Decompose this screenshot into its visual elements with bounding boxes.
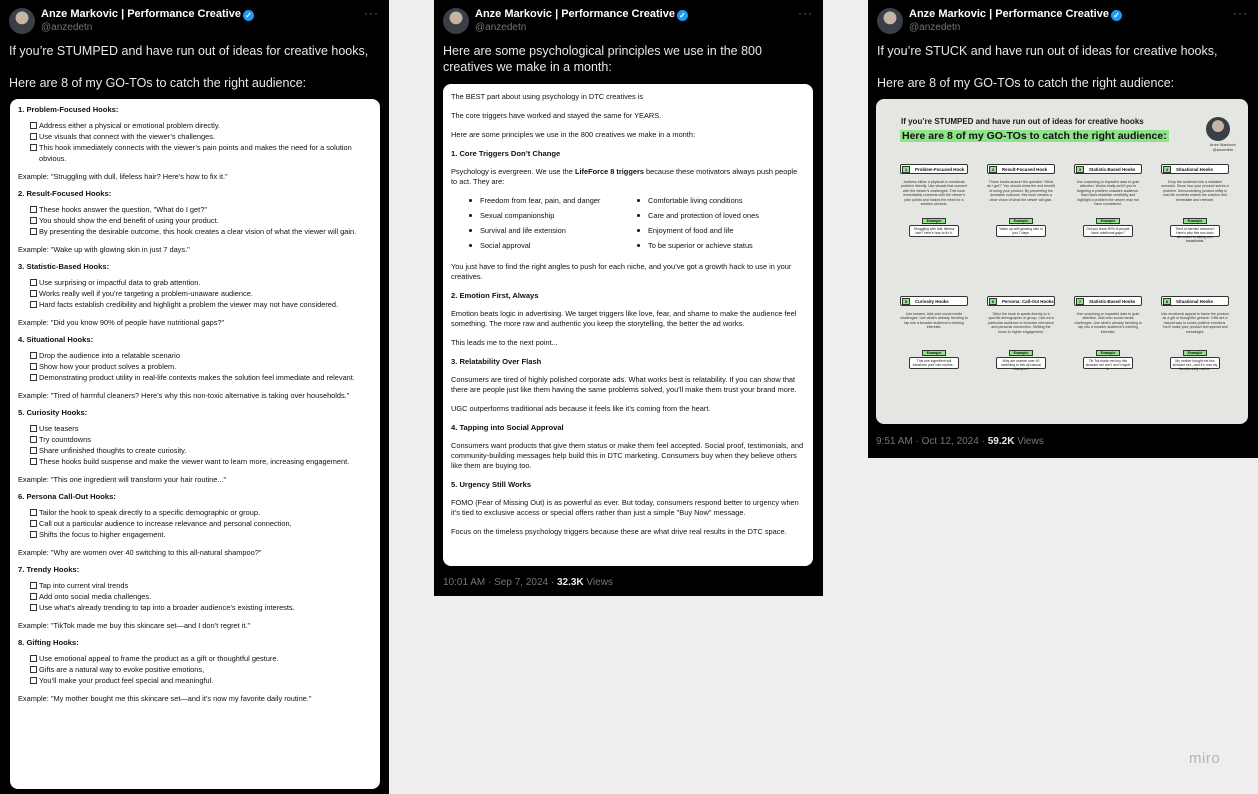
list-item: Freedom from fear, pain, and danger [469, 196, 637, 205]
hook-card-title: 5 Curiosity Hooks [900, 296, 968, 306]
hooks-infographic-image[interactable] [876, 99, 1248, 424]
paragraph: Focus on the timeless psychology triggers because these are what drive real results in the DTC space. [451, 527, 787, 536]
example-box: Did you know 90% of people have nutritional gaps? [1083, 225, 1133, 237]
hook-card-text: Use surprising or impactful data to grab attention. Works really well if you’re targeting a problem unaware audience. Hard facts establish credibility and highlight a problem the viewer may not have considered. [1076, 180, 1140, 207]
example-label: Example [1009, 218, 1033, 224]
section-heading: 1. Core Triggers Don’t Change [451, 149, 561, 158]
checklist-item: You’ll make your product feel special and meaningful. [30, 675, 372, 686]
hook-number: 2 [989, 166, 997, 173]
example-text: Example: "Wake up with glowing skin in just 7 days." [18, 245, 190, 254]
checklist-item: Use visuals that connect with the viewer’s challenges. [30, 131, 372, 142]
hook-card-text: Drop the audience into a relatable scenario. Show how your product solves a problem. Demonstrating product utility in real-life contexts makes the solution feel immediate and relevant. [1161, 180, 1229, 202]
example-text: Example: "My mother bought me this skincare set—and it’s now my favorite daily routine." [18, 694, 312, 703]
tweet-line: Here are 8 of my GO-TOs to catch the right audience: [9, 76, 307, 90]
checklist-item: Add onto social media challenges. [30, 591, 372, 602]
list-item: Survival and life extension [469, 226, 637, 235]
example-label: Example [1183, 218, 1207, 224]
miro-watermark: miro [1189, 750, 1221, 767]
checklist-item: Try countdowns [30, 434, 372, 445]
section-heading: 3. Relatability Over Flash [451, 357, 542, 366]
hook-card-text: These hooks answer the question "What do I get?" You should show the end benefit of using your product. By presenting the desirable outcome, this hook creates a clear vision of what the viewer will gain. [987, 180, 1055, 202]
checklist-item: Use what’s already trending to tap into a broader audience’s existing interests. [30, 602, 372, 613]
list-item: Sexual companionship [469, 211, 637, 220]
tweet-text [9, 43, 380, 107]
avatar[interactable] [443, 8, 469, 34]
verified-icon: ✓ [243, 10, 254, 21]
section-heading: 2. Result-Focused Hooks: [18, 189, 112, 198]
hook-card-title: 7 Statistic-Based Hooks [1074, 296, 1142, 306]
author-name[interactable]: Anze Markovic | Performance Creative ✓ [41, 8, 254, 21]
tweet-line: If you’re STUCK and have run out of ideas for creative hooks, [877, 44, 1218, 58]
author-handle[interactable]: @anzedetn [41, 22, 93, 33]
section-heading: 1. Problem-Focused Hooks: [18, 105, 119, 114]
hook-card [987, 164, 1055, 237]
checklist-item: Call out a particular audience to increase relevance and personal connection, [30, 518, 372, 529]
checklist-item: Use surprising or impactful data to grab attention. [30, 277, 372, 288]
checklist [30, 580, 372, 613]
example-text: Example: "Did you know 90% of people have nutritional gaps?" [18, 318, 225, 327]
hook-card-text: Use teasers. Add onto social media challenges. Use what’s already trending to tap into a broader audience’s existing interests. [900, 312, 968, 330]
checklist-item: By presenting the desirable outcome, this hook creates a clear vision of what the viewer will gain. [30, 226, 372, 237]
section-heading: 2. Emotion First, Always [451, 291, 539, 300]
example-label: Example [1009, 350, 1033, 356]
hook-card [900, 164, 968, 237]
hook-card-title: 4 Situational Hooks [1161, 164, 1229, 174]
hook-number: 6 [989, 298, 997, 305]
hook-card-title: 6 Persona: Call-Out Hooks [987, 296, 1055, 306]
hook-number: 7 [1076, 298, 1084, 305]
hook-number: 4 [1163, 166, 1171, 173]
checklist [30, 653, 372, 686]
paragraph: This leads me to the next point... [451, 338, 558, 347]
hook-card-text: Address either a physical or emotional problem directly. Use visuals that connect with the viewer’s challenges. This hook immediately connects with the viewer’s pain points and makes the need for a solution obvious. [900, 180, 968, 207]
tweet-1 [0, 0, 389, 794]
more-options-icon[interactable]: ··· [364, 6, 379, 20]
avatar[interactable] [9, 8, 35, 34]
section-heading: 5. Urgency Still Works [451, 480, 532, 489]
hook-card [900, 296, 968, 369]
checklist-item: Tap into current viral trends [30, 580, 372, 591]
hook-card [1161, 164, 1229, 243]
example-text: Example: "Why are women over 40 switching to this all-natural shampoo?" [18, 548, 262, 557]
checklist-item: Tailor the hook to speak directly to a specific demographic or group. [30, 507, 372, 518]
example-label: Example [1096, 350, 1120, 356]
checklist-item: Use emotional appeal to frame the product as a gift or thoughtful gesture. [30, 653, 372, 664]
checklist-item: Use teasers [30, 423, 372, 434]
paragraph: The BEST part about using psychology in DTC creatives is [451, 92, 644, 101]
section-heading: 7. Trendy Hooks: [18, 565, 80, 574]
author-handle[interactable]: @anzedetn [475, 22, 527, 33]
example-label: Example [922, 218, 946, 224]
section-heading: 4. Tapping into Social Approval [451, 423, 564, 432]
hook-number: 5 [902, 298, 910, 305]
psychology-principles-image[interactable] [443, 84, 813, 566]
checklist-item: These hooks build suspense and make the viewer want to learn more, increasing engagement. [30, 456, 372, 467]
author-name[interactable]: Anze Markovic | Performance Creative ✓ [909, 8, 1122, 21]
hook-card [987, 296, 1055, 369]
paragraph: Consumers want products that give them status or make them feel accepted. Social proof, testimonials, and community-building messages help build this in DTC marketing. Consumers buy when they believe others like them are buying too. [451, 441, 804, 470]
checklist-item: You should show the end benefit of using your product. [30, 215, 372, 226]
hook-card-text: Use surprising or impactful data to grab attention. Add onto social media challenges. Use what’s already trending to tap into a broader audience’s existing interests. [1074, 312, 1142, 334]
list-item: Social approval [469, 241, 637, 250]
example-text: Example: "Struggling with dull, lifeless hair? Here’s how to fix it." [18, 172, 228, 181]
example-label: Example [922, 350, 946, 356]
paragraph: UGC outperforms traditional ads because it feels like it’s coming from the heart. [451, 404, 711, 413]
paragraph: Here are some principles we use in the 800 creatives we make in a month: [451, 130, 696, 139]
list-item: Comfortable living conditions [637, 196, 805, 205]
checklist-item: This hook immediately connects with the viewer’s pain points and makes the need for a solution obvious. [30, 142, 372, 164]
section-heading: 5. Curiosity Hooks: [18, 408, 88, 417]
hook-card-title: 2 Result-Focused Hook [987, 164, 1055, 174]
paragraph: Consumers are tired of highly polished corporate ads. What works best is relatability. If you can show that there are people just like them having the same problems solved, you’ll make them trust your brand more. [451, 375, 797, 394]
author-photo [1206, 117, 1230, 141]
example-box: Why are women over 40 switching to this all-natural shampoo? [996, 357, 1046, 369]
hook-card-title: 3 Statistic-Based Hooks [1074, 164, 1142, 174]
checklist [30, 507, 372, 540]
checklist [30, 277, 372, 310]
example-box: Tired of harmful cleaners? Here’s why this non-toxic alternative is taking over households. [1170, 225, 1220, 237]
hook-number: 3 [1076, 166, 1084, 173]
verified-icon: ✓ [677, 10, 688, 21]
example-label: Example [1096, 218, 1120, 224]
list-item: Care and protection of loved ones [637, 211, 805, 220]
example-text: Example: "Tired of harmful cleaners? Here’s why this non-toxic alternative is taking over households." [18, 391, 350, 400]
checklist [30, 423, 372, 467]
section-heading: 4. Situational Hooks: [18, 335, 94, 344]
list-item: To be superior or achieve status [637, 241, 805, 250]
tweet-line: Here are 8 of my GO-TOs to catch the right audience: [877, 76, 1175, 90]
hook-card-text: Use emotional appeal to frame the product as a gift or thoughtful gesture. Gifts are a natural way to evoke positive emotions. You’ll make your product feel special and meaningful. [1161, 312, 1229, 334]
hook-card-title: 8 Situational Hooks [1161, 296, 1229, 306]
author-label: Anze Markovic @anzedetn [1209, 142, 1236, 152]
checklist-item: Drop the audience into a relatable scenario [30, 350, 372, 361]
checklist-item: These hooks answer the question, "What do I get?" [30, 204, 372, 215]
checklist-item: Demonstrating product utility in real-life contexts makes the solution feel immediate and relevant. [30, 372, 372, 383]
checklist-item: Works really well if you’re targeting a problem-unaware audience. [30, 288, 372, 299]
hook-card-title: 1 Problem-Focused Hook [900, 164, 968, 174]
list-item: Enjoyment of food and life [637, 226, 805, 235]
section-heading: 3. Statistic-Based Hooks: [18, 262, 110, 271]
paragraph: The core triggers have worked and stayed the same for YEARS. [451, 111, 662, 120]
example-text: Example: "This one ingredient will transform your hair routine..." [18, 475, 227, 484]
hook-number: 1 [902, 166, 910, 173]
tweet-line: Here are some psychological principles we use in the 800 creatives we make in a month: [443, 44, 762, 74]
paragraph: Emotion beats logic in advertising. We target triggers like love, fear, and shame to make the audience feel something. The more raw and authentic you keep the storytelling, the better the ad works. [451, 309, 797, 328]
hook-card [1161, 296, 1229, 369]
avatar[interactable] [877, 8, 903, 34]
tweet-text [877, 43, 1249, 107]
trigger-list [469, 196, 805, 250]
checklist-item: Share unfinished thoughts to create curiosity. [30, 445, 372, 456]
checklist-item: Gifts are a natural way to evoke positive emotions, [30, 664, 372, 675]
checklist-item: Shifts the focus to higher engagement. [30, 529, 372, 540]
paragraph: FOMO (Fear of Missing Out) is as powerful as ever. But today, consumers respond better to urgency when it’s tied to exclusive access or special offers rather than just a simple "Buy Now" message. [451, 498, 799, 517]
example-box: Tik Tok made me buy this skincare set and I don’t regret it. [1083, 357, 1133, 369]
checklist [30, 120, 372, 164]
section-heading: 6. Persona Call-Out Hooks: [18, 492, 116, 501]
tweet-2 [434, 0, 823, 596]
section-heading: 8. Gifting Hooks: [18, 638, 79, 647]
verified-icon: ✓ [1111, 10, 1122, 21]
example-box: Wake up with glowing skin in just 7 days. [996, 225, 1046, 237]
tweet-3 [868, 0, 1258, 458]
author-handle[interactable]: @anzedetn [909, 22, 961, 33]
author-name[interactable]: Anze Markovic | Performance Creative ✓ [475, 8, 688, 21]
hook-card [1074, 164, 1142, 237]
hooks-list-image[interactable] [10, 99, 380, 789]
checklist [30, 204, 372, 237]
infographic-subtitle: Here are 8 of my GO-TOs to catch the right audience: [902, 130, 1167, 142]
tweet-meta[interactable]: 9:51 AM · Oct 12, 2024 · 59.2K Views [876, 436, 1044, 447]
tweet-meta[interactable]: 10:01 AM · Sep 7, 2024 · 32.3K Views [443, 577, 613, 588]
example-text: Example: "TikTok made me buy this skincare set—and I don’t regret it." [18, 621, 251, 630]
checklist-item: Show how your product solves a problem. [30, 361, 372, 372]
example-box: This one ingredient will transform your hair routine... [909, 357, 959, 369]
example-box: My mother bought me this skincare set—and it’s now my favorite daily routine. [1170, 357, 1220, 369]
paragraph: Psychology is evergreen. We use the LifeForce 8 triggers because these motivators always push people to act. They are: [451, 167, 798, 186]
more-options-icon[interactable]: ··· [798, 6, 813, 20]
infographic-title: If you’re STUMPED and have run out of ideas for creative hooks [901, 117, 1144, 126]
hook-card-text: Tailor the hook to speak directly to a specific demographic or group. Call out a particular audience to increase relevance and personal connection. Shifting the focus to higher engagement. [988, 312, 1054, 334]
paragraph: You just have to find the right angles to push for each niche, and you’ve got a growth hack to use in your creatives. [451, 262, 792, 281]
hook-number: 8 [1163, 298, 1171, 305]
more-options-icon[interactable]: ··· [1233, 6, 1248, 20]
checklist-item: Hard facts establish credibility and highlight a problem the viewer may not have considered. [30, 299, 372, 310]
example-label: Example [1183, 350, 1207, 356]
example-box: Struggling with dull, lifeless hair? Here’s how to fix it. [909, 225, 959, 237]
hook-card [1074, 296, 1142, 369]
checklist [30, 350, 372, 383]
tweet-line: If you’re STUMPED and have run out of ideas for creative hooks, [9, 44, 369, 58]
checklist-item: Address either a physical or emotional problem directly. [30, 120, 372, 131]
